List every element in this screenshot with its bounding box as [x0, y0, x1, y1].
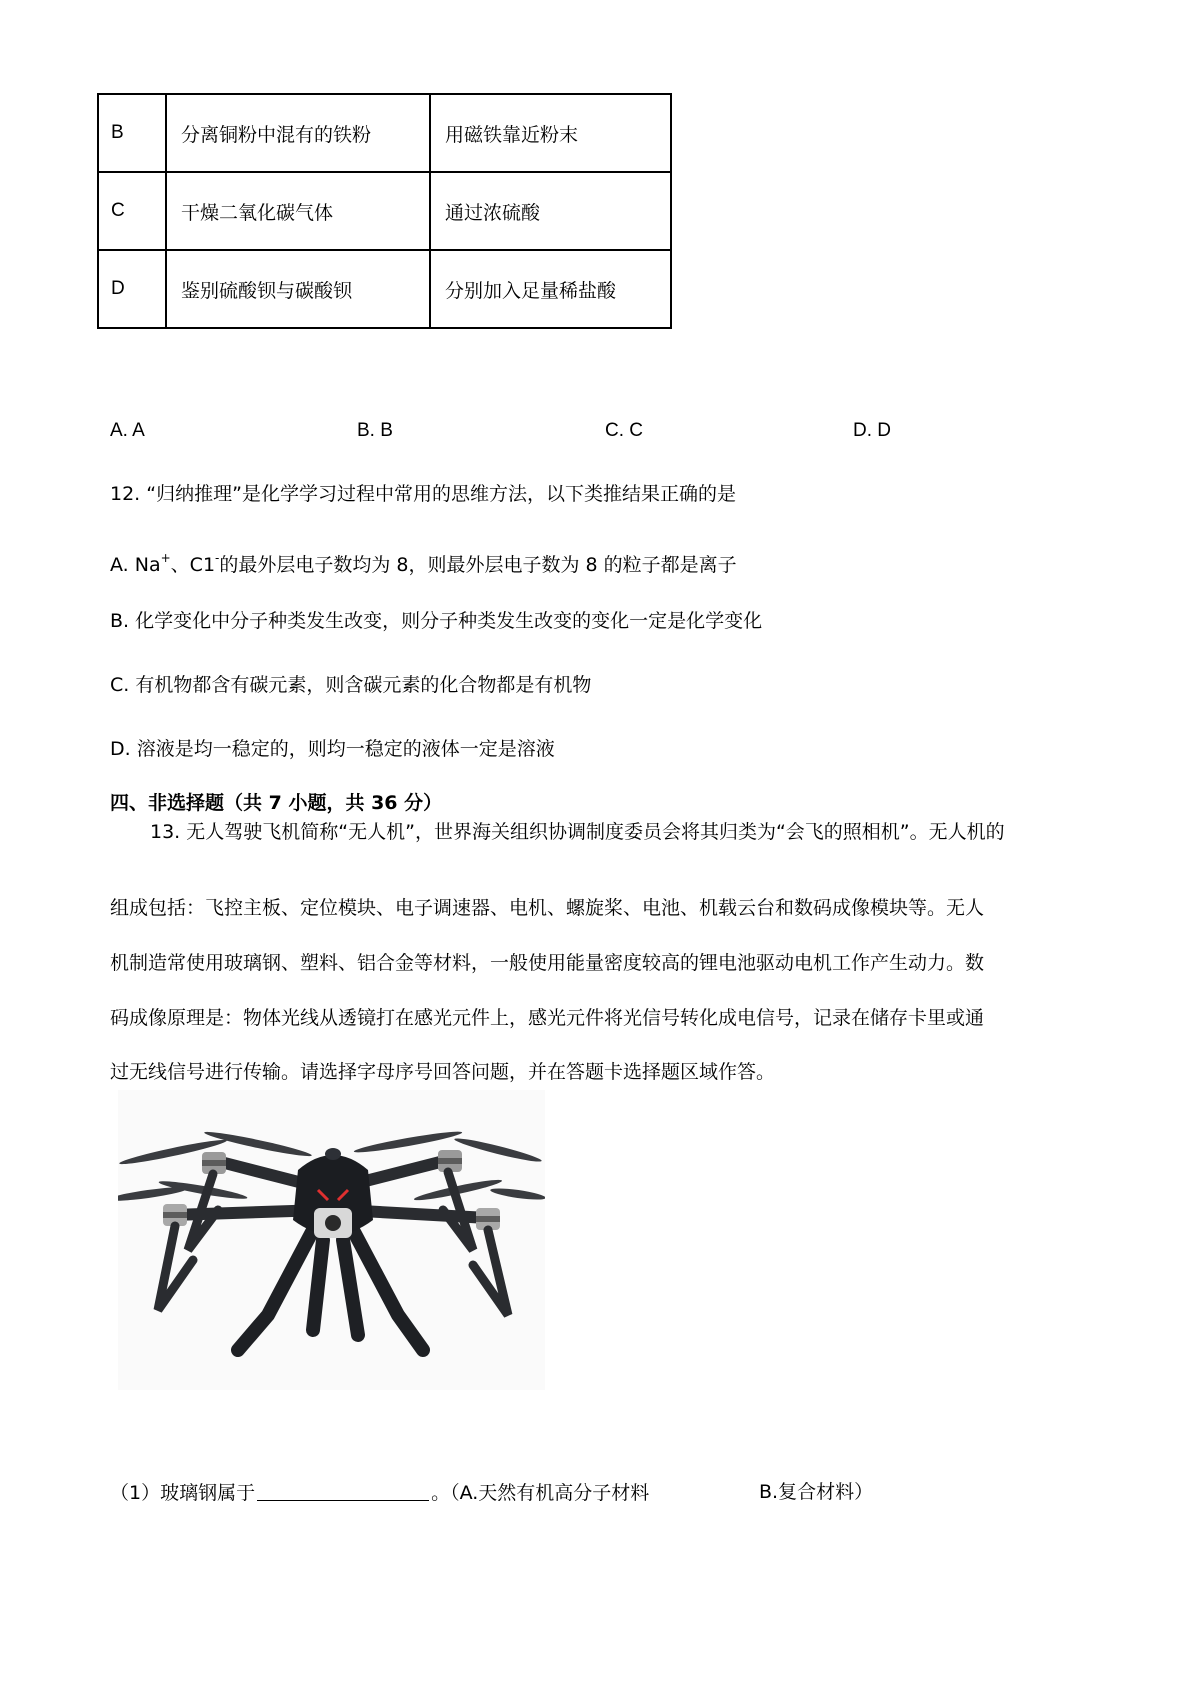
option-cell: B	[98, 94, 166, 172]
purpose-cell: 鉴别硫酸钡与碳酸钡	[166, 250, 430, 328]
drone-illustration	[118, 1090, 545, 1390]
method-cell: 用磁铁靠近粉末	[430, 94, 671, 172]
q12-option-c: C. 有机物都含有碳元素，则含碳元素的化合物都是有机物	[110, 674, 592, 696]
purpose-cell: 分离铜粉中混有的铁粉	[166, 94, 430, 172]
option-cell: D	[98, 250, 166, 328]
q13-line-2: 组成包括：飞控主板、定位模块、电子调速器、电机、螺旋桨、电池、机载云台和数码成像模块等。无人	[110, 897, 985, 919]
purpose-cell: 干燥二氧化碳气体	[166, 172, 430, 250]
q12-option-d: D. 溶液是均一稳定的，则均一稳定的液体一定是溶液	[110, 738, 555, 760]
q11-choice-a: A. A	[110, 420, 145, 441]
answer-blank[interactable]	[257, 1480, 429, 1501]
q12-stem: 12. “归纳推理”是化学学习过程中常用的思维方法，以下类推结果正确的是	[110, 483, 736, 505]
table-row	[98, 250, 671, 328]
table-row	[98, 172, 671, 250]
q12-option-b: B. 化学变化中分子种类发生改变，则分子种类发生改变的变化一定是化学变化	[110, 610, 763, 632]
experiment-table	[97, 93, 672, 329]
q13-sub-1: （1）玻璃钢属于 。（A.天然有机高分子材料	[110, 1482, 650, 1504]
q13-line-1: 13. 无人驾驶飞机简称“无人机”，世界海关组织协调制度委员会将其归类为“会飞的照相机”。无人机的	[150, 821, 1005, 843]
method-cell: 通过浓硫酸	[430, 172, 671, 250]
q13-line-4: 码成像原理是：物体光线从透镜打在感光元件上，感光元件将光信号转化成电信号，记录在储存卡里或通	[110, 1007, 985, 1029]
q11-choice-c: C. C	[605, 420, 643, 441]
option-cell: C	[98, 172, 166, 250]
q13-sub-1-option-b: B.复合材料）	[759, 1481, 874, 1503]
q11-choice-d: D. D	[853, 420, 891, 441]
method-cell: 分别加入足量稀盐酸	[430, 250, 671, 328]
q12-option-a: A. Na+、C1-的最外层电子数均为 8，则最外层电子数为 8 的粒子都是离子	[110, 551, 737, 576]
table-row	[98, 94, 671, 172]
drone-image	[118, 1090, 545, 1390]
section-heading: 四、非选择题（共 7 小题，共 36 分）	[110, 792, 443, 814]
q13-line-5: 过无线信号进行传输。请选择字母序号回答问题，并在答题卡选择题区域作答。	[110, 1061, 776, 1083]
q11-choice-b: B. B	[357, 420, 393, 441]
q13-line-3: 机制造常使用玻璃钢、塑料、铝合金等材料，一般使用能量密度较高的锂电池驱动电机工作产生动力。数	[110, 952, 985, 974]
